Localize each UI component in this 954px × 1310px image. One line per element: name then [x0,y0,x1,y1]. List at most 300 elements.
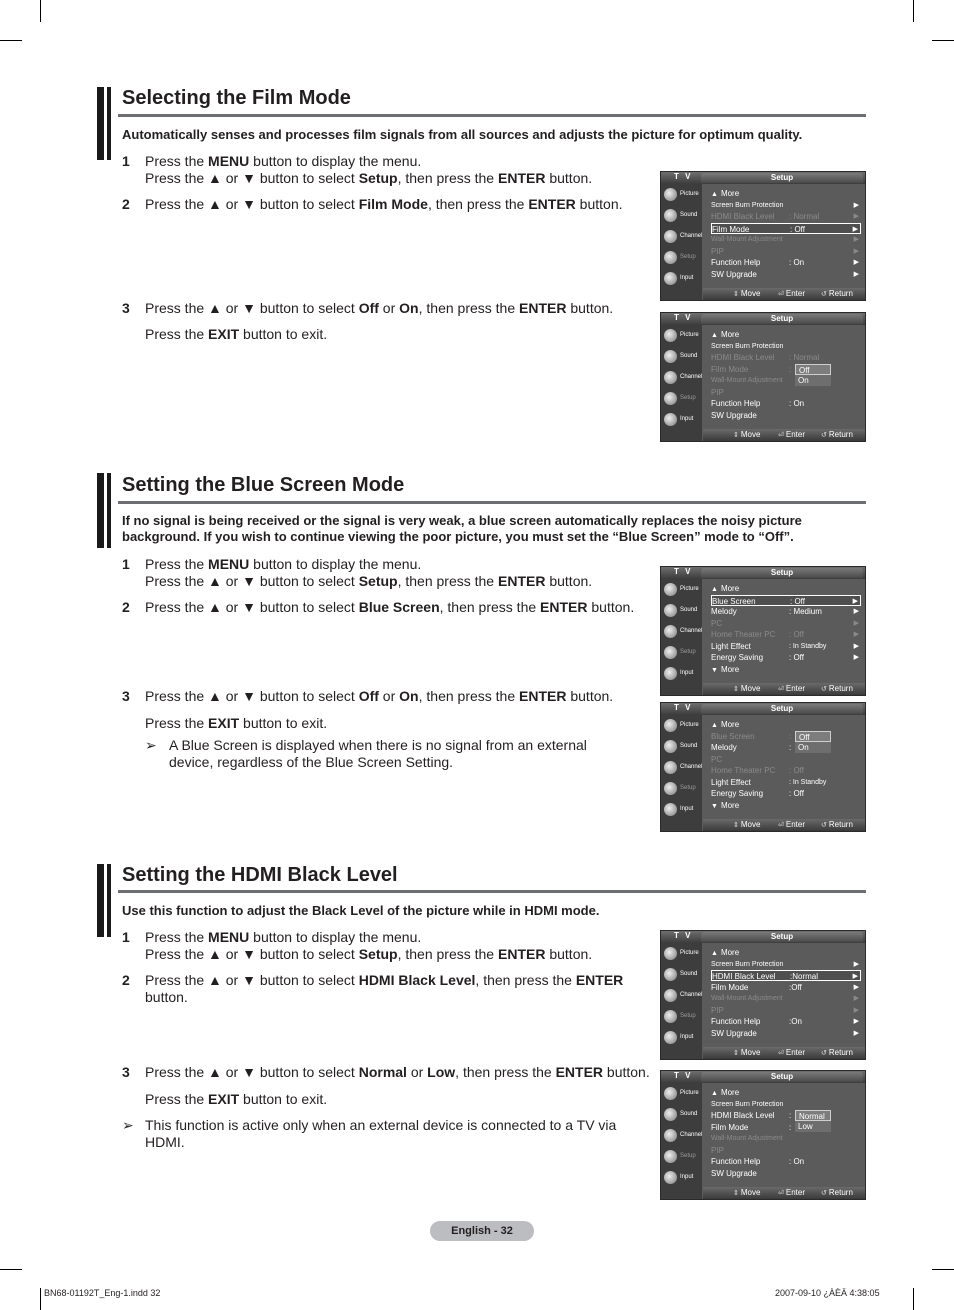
menu-item-label: Screen Burn Protection [711,1100,784,1108]
menu-item-label: PIP [711,246,724,256]
menu-item-label: Light Effect [711,777,751,787]
help-enter: ⏎ Enter [778,430,805,439]
menu-item-label: HDMI Black Level [712,972,776,981]
move-icon: ⇕ [733,1190,739,1197]
submenu-arrow-icon: ▶ [853,619,859,627]
channel-icon [664,761,677,774]
menu-item-value: : Normal [789,353,820,362]
menu-item-label: Light Effect [711,641,751,651]
step-number: 2 [122,972,130,988]
step-number: 2 [122,196,130,212]
menu-help-bar [703,288,865,300]
menu-item[interactable] [711,641,861,652]
sidebar-item-label: Sound [680,971,698,977]
step-text: Press the ▲ or ▼ button to select Off or On, then press the ENTER button. [145,300,614,316]
tv-menu-screen [660,171,866,301]
tv-menu-screen [660,312,866,442]
sidebar-item-picture[interactable] [661,943,702,964]
sidebar-item-label: Setup [680,1013,696,1019]
arrow-down-icon: ▼ [711,666,718,674]
menu-item[interactable] [711,1099,861,1110]
menu-item-label: SW Upgrade [711,1168,757,1178]
menu-item-label: SW Upgrade [711,1028,757,1038]
move-icon: ⇕ [733,822,739,829]
note-arrow-icon: ➢ [122,1117,134,1133]
note-text: This function is active only when an external device is connected to a TV via HDMI. [145,1117,617,1150]
section-bar [97,87,111,160]
menu-item-value: : Normal [789,212,820,221]
menu-more[interactable] [711,664,861,675]
menu-item[interactable] [711,1145,861,1156]
menu-item-label: Wall-Mount Adjustment [711,995,783,1002]
crop-mark [932,40,954,41]
step-number: 2 [122,599,130,615]
section-intro: If no signal is being received or the signal is very weak, a blue screen automatically replaces the noisy picture background. If you wish to continue viewing the poor picture, you must set the “Blue Screen” mode to “Off”. [122,513,802,544]
menu-item[interactable] [711,959,861,970]
help-enter: ⏎ Enter [778,1048,805,1057]
menu-item-label: Screen Burn Protection [711,342,784,350]
arrow-down-icon: ▼ [711,802,718,810]
setup-icon [664,646,677,659]
menu-item[interactable] [711,1016,861,1027]
section-rule [118,501,866,504]
menu-item[interactable] [711,1156,861,1167]
menu-item-label: Melody [711,743,737,752]
dropdown-option[interactable]: Low [795,1121,831,1132]
menu-sidebar [661,325,702,441]
menu-title: Setup [701,568,863,578]
note-arrow-icon: ➢ [145,737,157,753]
sidebar-item-label: Input [680,1174,694,1180]
help-enter: ⏎ Enter [778,820,805,829]
menu-item-label: Film Mode [711,982,749,992]
help-return: ↺ Return [821,1048,853,1057]
tv-menu-screen [660,702,866,832]
sidebar-item-label: Input [680,670,694,676]
sidebar-item-channel[interactable] [661,1125,702,1146]
dropdown-option[interactable]: Off [795,364,831,375]
menu-item-label: More [720,720,740,729]
menu-item[interactable] [711,742,861,753]
arrow-up-icon: ▲ [711,332,718,339]
enter-icon: ⏎ [778,432,784,439]
menu-item-label: More [720,330,740,339]
sidebar-item-picture[interactable] [661,325,702,346]
help-return: ↺ Return [821,820,853,829]
section-title: Selecting the Film Mode [122,87,351,109]
menu-title: Setup [701,704,863,714]
menu-item[interactable] [711,364,861,375]
sidebar-item-label: Setup [680,395,696,401]
menu-item-value: : On [789,258,805,267]
sidebar-item-label: Picture [680,332,699,338]
option-dropdown[interactable] [795,731,831,753]
input-icon [664,272,677,285]
move-icon: ⇕ [733,291,739,298]
sound-icon [664,350,677,363]
sidebar-item-label: Picture [680,1090,699,1096]
submenu-arrow-icon: ▶ [853,983,859,991]
menu-item-label: Function Help [711,1157,761,1166]
menu-item-label: SW Upgrade [711,410,757,420]
sidebar-item-picture[interactable] [661,1083,702,1104]
sidebar-item-sound[interactable] [661,736,702,757]
help-enter: ⏎ Enter [778,289,805,298]
menu-item-label: Screen Burn Protection [711,201,784,209]
menu-item[interactable] [711,788,861,799]
tv-menu-screen [660,930,866,1060]
menu-item-label: Function Help [711,258,761,267]
sidebar-item-label: Sound [680,353,698,359]
menu-item-value: : Off [789,630,804,639]
step-text: Press the MENU button to display the menu. [145,929,422,945]
menu-more[interactable] [711,1087,861,1098]
setup-icon [664,782,677,795]
menu-item-label: Energy Saving [711,789,764,798]
section-bar [97,864,111,937]
menu-item[interactable] [711,341,861,352]
submenu-arrow-icon: ▶ [853,270,859,278]
tv-label: T V [674,931,693,940]
sidebar-item-picture[interactable] [661,715,702,736]
menu-item[interactable] [711,223,861,234]
option-dropdown[interactable] [795,1110,831,1132]
sidebar-item-input[interactable] [661,268,702,289]
sidebar-item-label: Channel [680,764,703,770]
channel-icon [664,371,677,384]
menu-item[interactable] [711,398,861,409]
step-text: Press the ▲ or ▼ button to select Blue Screen, then press the ENTER button. [145,599,635,615]
sidebar-item-label: Channel [680,374,703,380]
arrow-up-icon: ▲ [711,586,718,593]
step-text: Press the ▲ or ▼ button to select Setup, then press the ENTER button. [145,573,593,589]
sidebar-item-sound[interactable] [661,964,702,985]
section-rule [118,890,866,893]
menu-title: Setup [701,173,863,183]
setup-icon [664,1010,677,1023]
input-icon [664,803,677,816]
menu-item[interactable] [711,1168,861,1179]
crop-mark [40,0,41,22]
sidebar-item-picture[interactable] [661,184,702,205]
menu-item-value: : [789,1122,792,1132]
menu-item[interactable] [711,211,861,222]
enter-icon: ⏎ [778,1190,784,1197]
menu-item-label: Energy Saving [711,653,764,662]
channel-icon [664,230,677,243]
menu-item[interactable] [711,754,861,765]
page-number: English - 32 [430,1221,534,1241]
sidebar-item-sound[interactable] [661,600,702,621]
menu-item-label: PIP [711,387,724,397]
menu-more[interactable] [711,800,861,811]
dropdown-option[interactable]: On [795,742,831,753]
sidebar-item-label: Sound [680,1111,698,1117]
menu-item-label: Film Mode [712,224,750,234]
enter-icon: ⏎ [778,822,784,829]
menu-item[interactable] [711,629,861,640]
menu-item-label: Melody [711,607,737,616]
menu-item-value: : On [789,399,805,408]
sidebar-item-setup[interactable] [661,642,702,663]
sidebar-item-label: Channel [680,628,703,634]
tv-label: T V [674,1071,693,1080]
sidebar-item-label: Setup [680,785,696,791]
sidebar-item-label: Channel [680,233,703,239]
menu-item-label: Film Mode [711,1122,749,1132]
menu-item[interactable] [711,652,861,663]
sound-icon [664,604,677,617]
footer-timestamp: 2007-09-10 ¿ÀÈÄ 4:38:05 [775,1288,880,1298]
help-move: ⇕ Move [733,684,761,693]
sidebar-item-setup[interactable] [661,388,702,409]
sidebar-item-label: Picture [680,191,699,197]
help-move: ⇕ Move [733,820,761,829]
submenu-arrow-icon: ▶ [853,1029,859,1037]
help-return: ↺ Return [821,289,853,298]
enter-icon: ⏎ [778,686,784,693]
sidebar-item-input[interactable] [661,799,702,820]
menu-item[interactable] [711,618,861,629]
step-number: 1 [122,929,130,945]
sidebar-item-input[interactable] [661,409,702,430]
menu-item[interactable] [711,1028,861,1039]
sidebar-item-input[interactable] [661,1167,702,1188]
menu-help-bar [703,1047,865,1059]
sidebar-item-label: Sound [680,212,698,218]
step-text: Press the ▲ or ▼ button to select Normal or Low, then press the ENTER button. [145,1064,650,1080]
menu-item[interactable] [711,269,861,280]
section-title: Setting the Blue Screen Mode [122,474,405,496]
menu-item[interactable] [711,595,861,606]
move-icon: ⇕ [733,686,739,693]
menu-item-label: Home Theater PC [711,766,776,775]
sidebar-item-label: Input [680,806,694,812]
sidebar-item-label: Input [680,1034,694,1040]
footer-file: BN68-01192T_Eng-1.indd 32 [44,1288,161,1298]
menu-item-value: : [789,743,792,752]
step-text: Press the ▲ or ▼ button to select Setup, then press the ENTER button. [145,946,593,962]
submenu-arrow-icon: ▶ [853,654,859,661]
sidebar-item-label: Channel [680,992,703,998]
sidebar-item-sound[interactable] [661,205,702,226]
sidebar-item-channel[interactable] [661,757,702,778]
section-title: Setting the HDMI Black Level [122,864,398,886]
sidebar-item-setup[interactable] [661,778,702,799]
help-move: ⇕ Move [733,289,761,298]
menu-item[interactable] [711,410,861,421]
menu-title: Setup [701,1072,863,1082]
menu-more[interactable] [711,583,861,594]
menu-item[interactable] [711,1122,861,1133]
submenu-arrow-icon: ▶ [853,1006,859,1014]
step-text: Press the MENU button to display the menu. [145,556,422,572]
menu-item[interactable] [711,777,861,788]
sidebar-item-setup[interactable] [661,247,702,268]
menu-item[interactable] [711,993,861,1004]
submenu-arrow-icon: ▶ [853,960,859,968]
arrow-up-icon: ▲ [711,191,718,198]
menu-item[interactable] [711,606,861,617]
sidebar-item-label: Picture [680,950,699,956]
input-icon [664,413,677,426]
tv-label: T V [674,703,693,712]
menu-item-label: More [720,800,740,810]
arrow-up-icon: ▲ [711,950,718,957]
sidebar-item-sound[interactable] [661,1104,702,1125]
menu-item-value: : Off [790,224,805,234]
channel-icon [664,625,677,638]
step-text: Press the ▲ or ▼ button to select Off or On, then press the ENTER button. [145,688,614,704]
step-number: 1 [122,556,130,572]
sidebar-item-setup[interactable] [661,1146,702,1167]
menu-item[interactable] [711,387,861,398]
menu-item-value: : [789,731,792,741]
menu-item[interactable] [711,1005,861,1016]
menu-item[interactable] [711,200,861,211]
menu-item[interactable] [711,731,861,742]
menu-item[interactable] [711,375,861,386]
sound-icon [664,968,677,981]
sidebar-item-input[interactable] [661,1027,702,1048]
sidebar-item-label: Channel [680,1132,703,1138]
sidebar-item-label: Picture [680,586,699,592]
menu-more[interactable] [711,188,861,199]
picture-icon [664,947,677,960]
input-icon [664,667,677,680]
section-intro: Use this function to adjust the Black Level of the picture while in HDMI mode. [122,903,600,918]
step-text: Press the ▲ or ▼ button to select HDMI Black Level, then press the ENTER [145,972,624,988]
menu-item-value: : Off [789,789,804,798]
sidebar-item-setup[interactable] [661,1006,702,1027]
sidebar-item-channel[interactable] [661,621,702,642]
exit-text: Press the EXIT button to exit. [145,326,328,342]
menu-item[interactable] [711,765,861,776]
menu-item[interactable] [711,982,861,993]
sound-icon [664,1108,677,1121]
menu-help-bar [703,683,865,695]
step-number: 3 [122,688,130,704]
tv-menu-screen [660,566,866,696]
submenu-arrow-icon: ▶ [853,236,859,243]
menu-item-label: Wall-Mount Adjustment [711,236,783,243]
menu-item[interactable] [711,970,861,981]
return-icon: ↺ [821,291,827,298]
exit-text: Press the EXIT button to exit. [145,715,328,731]
sidebar-item-channel[interactable] [661,226,702,247]
menu-item-label: More [720,189,740,198]
submenu-arrow-icon: ▶ [853,1018,859,1025]
return-icon: ↺ [821,432,827,439]
menu-item-label: HDMI Black Level [711,1111,775,1120]
menu-item-label: Film Mode [711,364,749,374]
sidebar-item-sound[interactable] [661,346,702,367]
sidebar-item-input[interactable] [661,663,702,684]
menu-item-value: : In Standby [789,778,827,786]
sidebar-item-label: Setup [680,649,696,655]
submenu-arrow-icon: ▶ [852,225,858,233]
submenu-arrow-icon: ▶ [853,213,859,220]
dropdown-option[interactable]: Off [795,731,831,742]
menu-more[interactable] [711,719,861,730]
submenu-arrow-icon: ▶ [853,995,859,1002]
tv-menu-screen [660,1070,866,1200]
sound-icon [664,740,677,753]
sidebar-item-channel[interactable] [661,985,702,1006]
menu-item-label: PC [711,754,723,764]
crop-mark [913,1288,914,1310]
menu-item[interactable] [711,234,861,245]
help-move: ⇕ Move [733,1048,761,1057]
menu-item-label: Home Theater PC [711,630,776,639]
arrow-up-icon: ▲ [711,722,718,729]
setup-icon [664,392,677,405]
dropdown-option[interactable]: On [795,375,831,386]
help-enter: ⏎ Enter [778,1188,805,1197]
menu-help-bar [703,429,865,441]
menu-sidebar [661,579,702,695]
return-icon: ↺ [821,1190,827,1197]
picture-icon [664,329,677,342]
menu-item[interactable] [711,257,861,268]
menu-item-value: : Off [790,596,805,606]
menu-item-label: Wall-Mount Adjustment [711,377,783,384]
exit-text: Press the EXIT button to exit. [145,1091,328,1107]
help-move: ⇕ Move [733,1188,761,1197]
return-icon: ↺ [821,686,827,693]
submenu-arrow-icon: ▶ [853,259,859,266]
menu-item-value: :Off [789,982,802,992]
menu-item-value: : On [789,1157,805,1166]
menu-item-label: SW Upgrade [711,269,757,279]
section-bar [97,473,111,548]
menu-item-label: Function Help [711,399,761,408]
menu-item-label: PIP [711,1005,724,1015]
menu-more[interactable] [711,947,861,958]
step-text: Press the ▲ or ▼ button to select Film Mode, then press the ENTER button. [145,196,623,212]
picture-icon [664,1087,677,1100]
return-icon: ↺ [821,822,827,829]
menu-more[interactable] [711,329,861,340]
menu-item-value: : In Standby [789,642,827,650]
menu-item[interactable] [711,352,861,363]
menu-item-value: :Normal [790,972,819,981]
sidebar-item-picture[interactable] [661,579,702,600]
enter-icon: ⏎ [778,291,784,298]
option-dropdown[interactable] [795,364,831,386]
menu-item[interactable] [711,1110,861,1121]
section-intro: Automatically senses and processes film signals from all sources and adjusts the picture for optimum quality. [122,127,803,142]
menu-item[interactable] [711,1133,861,1144]
menu-item[interactable] [711,246,861,257]
help-return: ↺ Return [821,1188,853,1197]
channel-icon [664,1129,677,1142]
menu-sidebar [661,943,702,1059]
return-icon: ↺ [821,1050,827,1057]
arrow-up-icon: ▲ [711,1090,718,1097]
step-number: 3 [122,300,130,316]
menu-help-bar [703,819,865,831]
menu-item-value: : Medium [789,607,822,616]
sidebar-item-channel[interactable] [661,367,702,388]
dropdown-option[interactable]: Normal [795,1110,831,1121]
tv-label: T V [674,313,693,322]
menu-item-label: HDMI Black Level [711,353,775,362]
submenu-arrow-icon: ▶ [852,597,858,605]
step-text: button. [145,989,188,1005]
menu-item-label: Function Help [711,1017,761,1026]
help-move: ⇕ Move [733,430,761,439]
